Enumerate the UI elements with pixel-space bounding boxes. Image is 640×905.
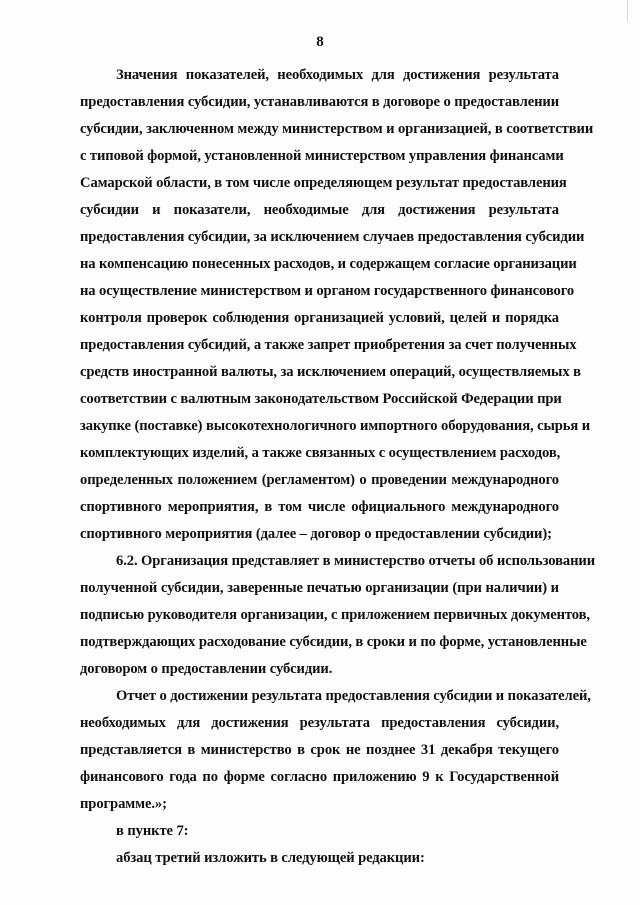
text-line: субсидии, заключенном между министерством и организацией, в соответствии [80,121,594,137]
text-line: представляется в министерство в срок не позднее 31 декабря текущего [80,742,559,758]
text-line: необходимых для достижения результата предоставления субсидии, [80,715,559,731]
text-line: договором о предоставлении субсидии. [80,661,333,677]
text-line: полученной субсидии, заверенные печатью организации (при наличии) и [80,580,559,596]
text-line: предоставления субсидии, за исключением случаев предоставления субсидии [80,229,585,245]
text-line: соответствии с валютным законодательством Российской Федерации при [80,391,562,407]
text-line: субсидии и показатели, необходимые для достижения результата [80,202,559,218]
text-line: программе.»; [80,796,167,812]
text-line: подписью руководителя организации, с приложением первичных документов, [80,607,590,623]
text-line: закупке (поставке) высокотехнологичного импортного оборудования, сырья и [80,418,591,434]
text-line: определенных положением (регламентом) о проведении международного [80,472,559,488]
text-line: абзац третий изложить в следующей редакции: [116,850,425,866]
text-line: средств иностранной валюты, за исключением операций, осуществляемых в [80,364,581,380]
text-line: на компенсацию понесенных расходов, и содержащем согласие организации [80,256,577,272]
scan-edge-mark [627,0,634,22]
text-line: с типовой формой, установленной министерством управления финансами [80,148,564,164]
text-line: спортивного мероприятия, в том числе официального международного [80,499,559,515]
text-line: контроля проверок соблюдения организацией условий, целей и порядка [80,310,559,326]
text-line: подтверждающих расходование субсидии, в сроки и по форме, установленные [80,634,587,650]
text-line: Самарской области, в том числе определяющем результат предоставления [80,175,567,191]
text-line: предоставления субсидии, устанавливаются в договоре о предоставлении [80,94,559,110]
text-line: финансового года по форме согласно приложению 9 к Государственной [80,769,559,785]
text-line: Отчет о достижении результата предоставления субсидии и показателей, [116,688,591,704]
text-line: Значения показателей, необходимых для достижения результата [116,67,559,83]
text-line: на осуществление министерством и органом государственного финансового [80,283,575,299]
text-line: предоставления субсидий, а также запрет приобретения за счет полученных [80,337,577,353]
text-line: спортивного мероприятия (далее – договор о предоставлении субсидии); [80,526,552,542]
text-line: в пункте 7: [116,823,189,839]
text-line: комплектующих изделий, а также связанных с осуществлением расходов, [80,445,561,461]
page-number: 8 [316,34,324,50]
text-line: 6.2. Организация представляет в министерство отчеты об использовании [116,553,596,569]
